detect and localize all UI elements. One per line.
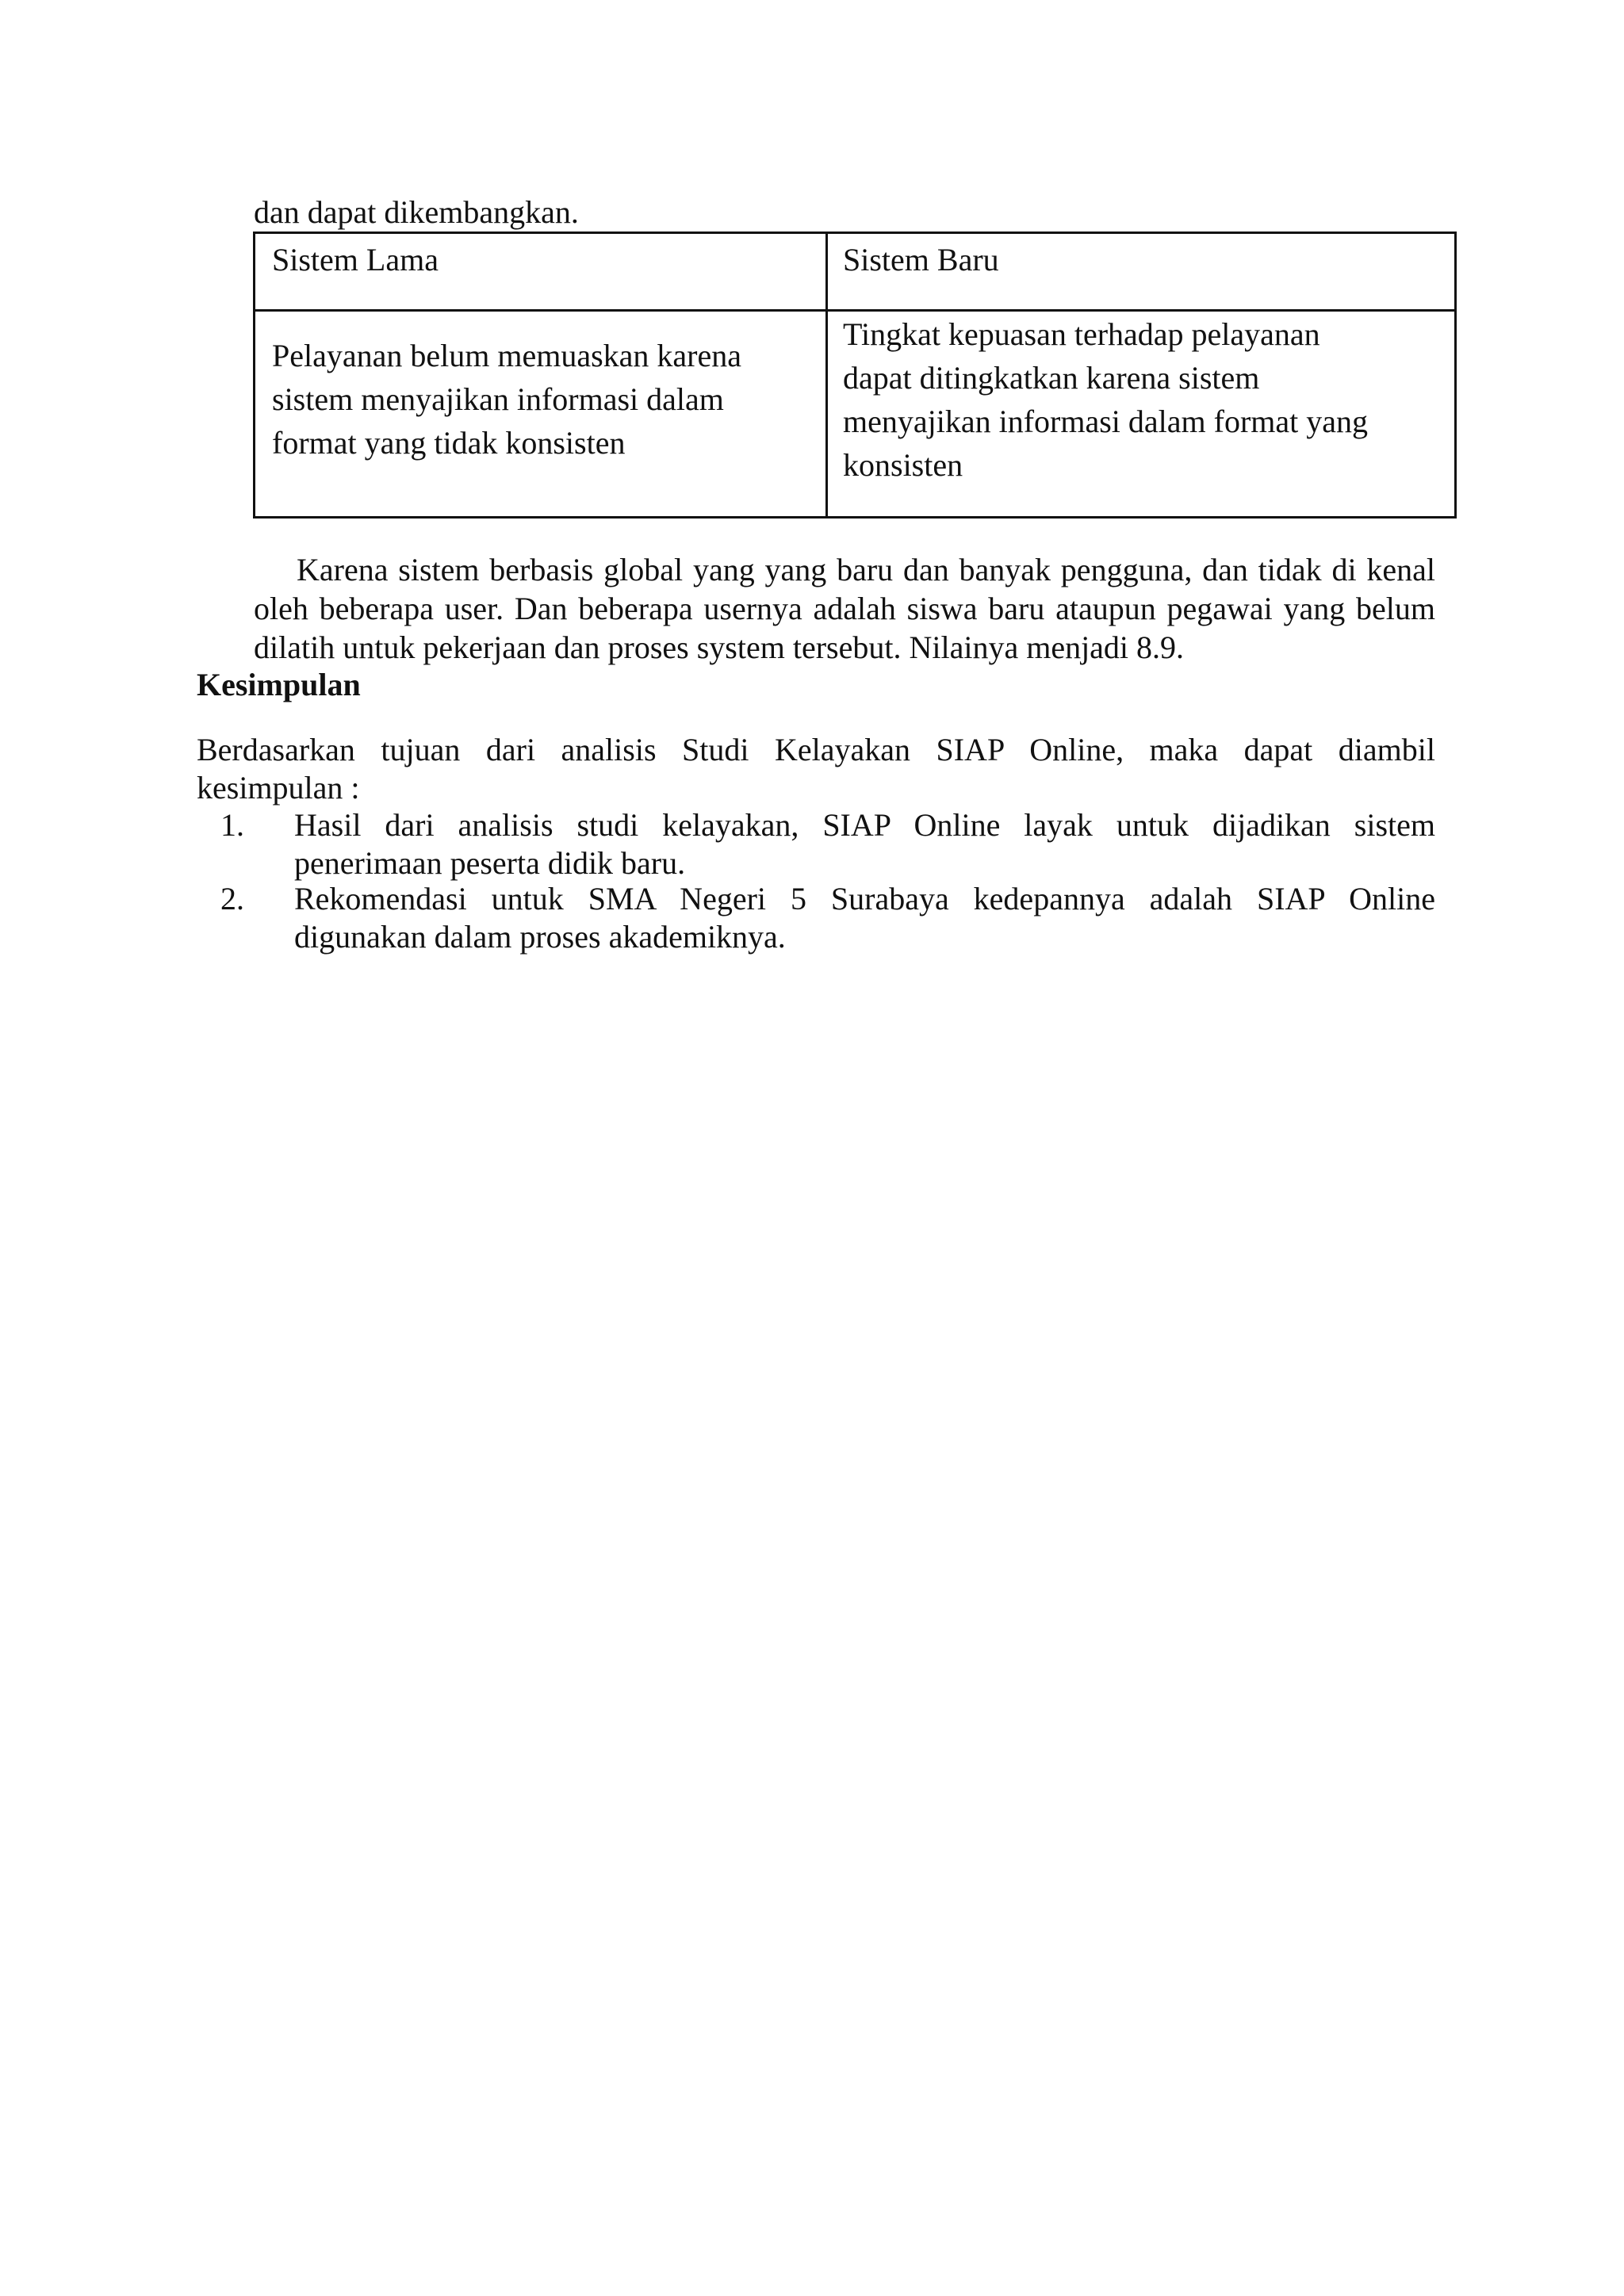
table-cell-sistem-lama: [272, 334, 741, 465]
paragraph-line: oleh beberapa user. Dan beberapa usernya adalah siswa baru ataupun pegawai yang belum: [254, 591, 1435, 626]
table-column-divider: [825, 234, 828, 516]
table-cell-line: dapat ditingkatkan karena sistem: [843, 360, 1260, 396]
table-cell-line: format yang tidak konsisten: [272, 425, 626, 461]
list-number: 2.: [220, 881, 244, 916]
list-line: Rekomendasi untuk SMA Negeri 5 Surabaya kedepannya adalah SIAP Online: [294, 881, 1435, 916]
table-cell-sistem-baru: [843, 312, 1368, 487]
table-cell-line: menyajikan informasi dalam format yang: [843, 404, 1369, 439]
list-item: [197, 806, 1435, 882]
paragraph-line: dilatih untuk pekerjaan dan proses system tersebut. Nilainya menjadi 8.9.: [254, 629, 1185, 665]
conclusion-line: kesimpulan :: [197, 770, 360, 806]
table-cell-line: Pelayanan belum memuaskan karena: [272, 338, 741, 373]
section-heading: Kesimpulan: [197, 667, 361, 702]
table-cell-line: konsisten: [843, 447, 963, 483]
comparison-table: [253, 232, 1457, 519]
body-paragraph: [254, 550, 1435, 667]
table-header-sistem-lama: Sistem Lama: [272, 242, 439, 277]
lead-line: dan dapat dikembangkan.: [254, 194, 579, 230]
conclusion-intro: [197, 731, 1435, 807]
list-line: digunakan dalam proses akademiknya.: [294, 919, 786, 955]
table-header-sistem-baru: Sistem Baru: [843, 242, 999, 277]
table-header-divider: [255, 309, 1454, 312]
table-cell-line: Tingkat kepuasan terhadap pelayanan: [843, 316, 1320, 352]
paragraph-line: Karena sistem berbasis global yang yang baru dan banyak pengguna, dan tidak di kenal: [297, 552, 1435, 587]
list-item: [197, 880, 1435, 956]
list-item-text: [294, 880, 1435, 956]
list-item-text: [294, 806, 1435, 882]
table-cell-line: sistem menyajikan informasi dalam: [272, 381, 724, 417]
list-number: 1.: [220, 807, 244, 843]
list-line: Hasil dari analisis studi kelayakan, SIAP Online layak untuk dijadikan sistem: [294, 807, 1435, 843]
list-line: penerimaan peserta didik baru.: [294, 845, 686, 881]
conclusion-line: Berdasarkan tujuan dari analisis Studi Kelayakan SIAP Online, maka dapat diambil: [197, 732, 1435, 767]
